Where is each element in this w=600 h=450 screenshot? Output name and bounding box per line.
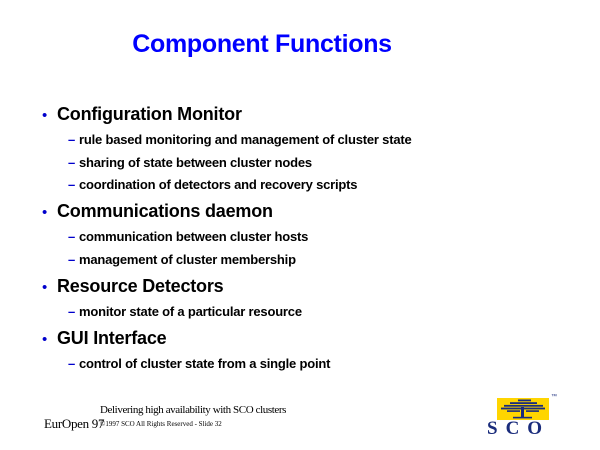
sub-bullet-text: sharing of state between cluster nodes bbox=[79, 154, 312, 170]
section-configuration-monitor bbox=[42, 101, 562, 197]
sub-bullet-text: communication between cluster hosts bbox=[79, 229, 309, 244]
sco-wordmark: SCO bbox=[487, 418, 551, 439]
bullet-icon: • bbox=[42, 204, 48, 221]
sub-bullet-item bbox=[42, 174, 562, 197]
dash-icon: – bbox=[68, 177, 76, 192]
sub-bullet-text: management of cluster membership bbox=[79, 251, 296, 267]
slide-title: Component Functions bbox=[132, 30, 392, 58]
sub-bullet-text: rule based monitoring and management of cluster state bbox=[79, 132, 412, 147]
section-heading: Communications daemon bbox=[57, 201, 273, 221]
section-heading: GUI Interface bbox=[57, 327, 167, 348]
trademark-symbol: ™ bbox=[551, 394, 557, 400]
bullet-icon: • bbox=[42, 107, 48, 124]
section-gui-interface bbox=[42, 325, 562, 376]
heading-row bbox=[42, 273, 562, 301]
footer-tagline: Delivering high availability with SCO clusters bbox=[100, 404, 286, 416]
dash-icon: – bbox=[68, 132, 76, 147]
bullet-icon: • bbox=[42, 278, 48, 296]
section-resource-detectors bbox=[42, 273, 562, 324]
sco-logo-box bbox=[497, 398, 549, 420]
section-communications-daemon bbox=[42, 198, 562, 271]
section-heading: Resource Detectors bbox=[57, 275, 224, 296]
sub-bullet-item bbox=[42, 129, 562, 152]
bullet-list bbox=[42, 101, 562, 377]
sub-bullet-item bbox=[42, 301, 562, 324]
heading-row bbox=[42, 198, 562, 226]
sub-bullet-item bbox=[42, 249, 562, 272]
sub-bullet-text: coordination of detectors and recovery scripts bbox=[79, 177, 358, 192]
footer-conference-label: EurOpen 97 bbox=[44, 416, 105, 431]
dash-icon: – bbox=[68, 303, 76, 319]
sco-tree-icon bbox=[497, 398, 549, 420]
dash-icon: – bbox=[68, 229, 76, 244]
dash-icon: – bbox=[68, 251, 76, 267]
sub-bullet-text: monitor state of a particular resource bbox=[79, 303, 302, 319]
dash-icon: – bbox=[68, 154, 76, 170]
heading-row bbox=[42, 325, 562, 353]
footer-copyright: ©1997 SCO All Rights Reserved - Slide 32 bbox=[100, 420, 222, 428]
sub-bullet-text: control of cluster state from a single point bbox=[79, 355, 331, 371]
sub-bullet-item bbox=[42, 152, 562, 175]
dash-icon: – bbox=[68, 355, 76, 371]
sub-bullet-item bbox=[42, 226, 562, 249]
section-heading: Configuration Monitor bbox=[57, 104, 242, 124]
heading-row bbox=[42, 101, 562, 129]
sub-bullet-item bbox=[42, 353, 562, 376]
bullet-icon: • bbox=[42, 330, 48, 348]
